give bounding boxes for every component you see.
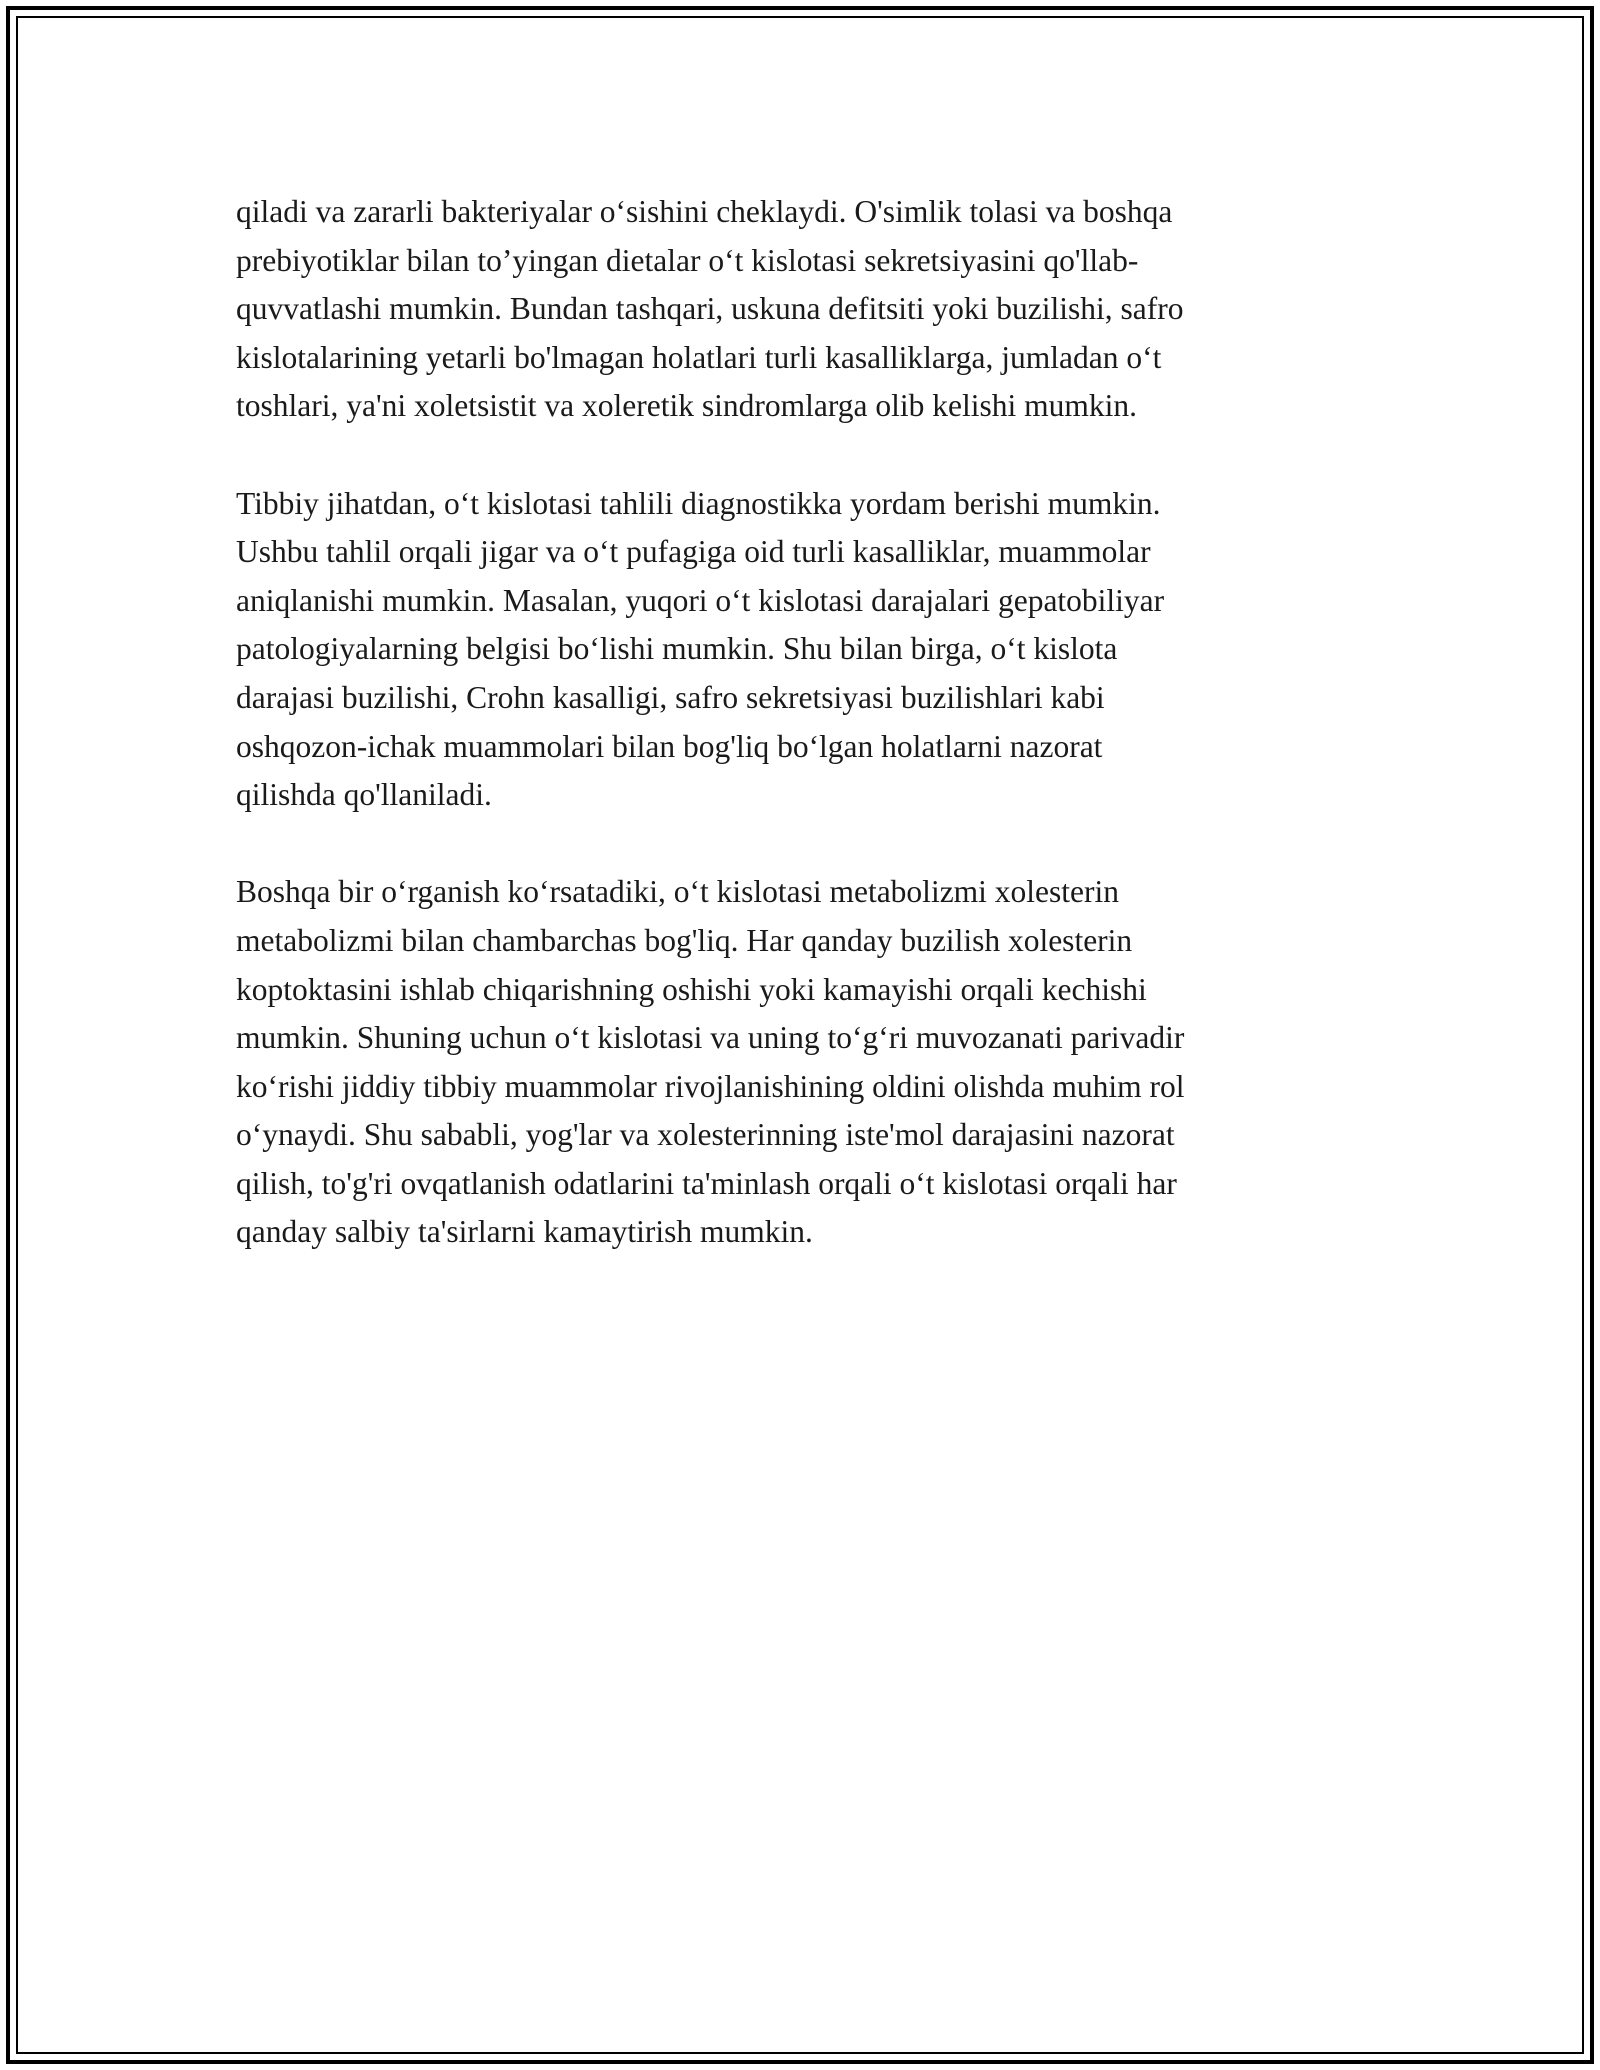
- text-line: Tibbiy jihatdan, o‘t kislotasi tahlili diagnostikka yordam berishi mumkin.: [236, 485, 1161, 521]
- document-body: [236, 188, 1366, 1306]
- text-line: oshqozon-ichak muammolari bilan bog'liq bo‘lgan holatlarni nazorat: [236, 728, 1103, 764]
- text-line: prebiyotiklar bilan to’yingan dietalar o‘t kislotasi sekretsiyasini qo'llab-: [236, 242, 1139, 278]
- paragraph-1: [236, 188, 1366, 431]
- paragraph-2: [236, 480, 1366, 820]
- text-line: o‘ynaydi. Shu sababli, yog'lar va xolesterinning iste'mol darajasini nazorat: [236, 1117, 1175, 1153]
- text-line: kislotalarining yetarli bo'lmagan holatlari turli kasalliklarga, jumladan o‘t: [236, 339, 1162, 375]
- text-line: koptoktasini ishlab chiqarishning oshishi yoki kamayishi orqali kechishi: [236, 971, 1147, 1007]
- text-line: patologiyalarning belgisi bo‘lishi mumkin. Shu bilan birga, o‘t kislota: [236, 631, 1118, 667]
- text-line: ko‘rishi jiddiy tibbiy muammolar rivojlanishining oldini olishda muhim rol: [236, 1068, 1185, 1104]
- text-line: qilishda qo'llaniladi.: [236, 777, 492, 813]
- text-line: qiladi va zararli bakteriyalar o‘sishini cheklaydi. O'simlik tolasi va boshqa: [236, 194, 1173, 229]
- text-line: Ushbu tahlil orqali jigar va o‘t pufagiga oid turli kasalliklar, muammolar: [236, 534, 1151, 570]
- text-line: aniqlanishi mumkin. Masalan, yuqori o‘t kislotasi darajalari gepatobiliyar: [236, 582, 1165, 618]
- text-line: qanday salbiy ta'sirlarni kamaytirish mumkin.: [236, 1214, 813, 1250]
- text-line: Boshqa bir o‘rganish ko‘rsatadiki, o‘t kislotasi metabolizmi xolesterin: [236, 874, 1120, 910]
- paragraph-3: [236, 868, 1366, 1257]
- text-line: toshlari, ya'ni xoletsistit va xoleretik sindromlarga olib kelishi mumkin.: [236, 388, 1137, 424]
- text-line: metabolizmi bilan chambarchas bog'liq. Har qanday buzilish xolesterin: [236, 922, 1133, 958]
- text-line: darajasi buzilishi, Crohn kasalligi, safro sekretsiyasi buzilishlari kabi: [236, 679, 1105, 715]
- text-line: qilish, to'g'ri ovqatlanish odatlarini ta'minlash orqali o‘t kislotasi orqali har: [236, 1165, 1177, 1201]
- text-line: mumkin. Shuning uchun o‘t kislotasi va uning to‘g‘ri muvozanati parivadir: [236, 1020, 1185, 1056]
- text-line: quvvatlashi mumkin. Bundan tashqari, uskuna defitsiti yoki buzilishi, safro: [236, 291, 1184, 327]
